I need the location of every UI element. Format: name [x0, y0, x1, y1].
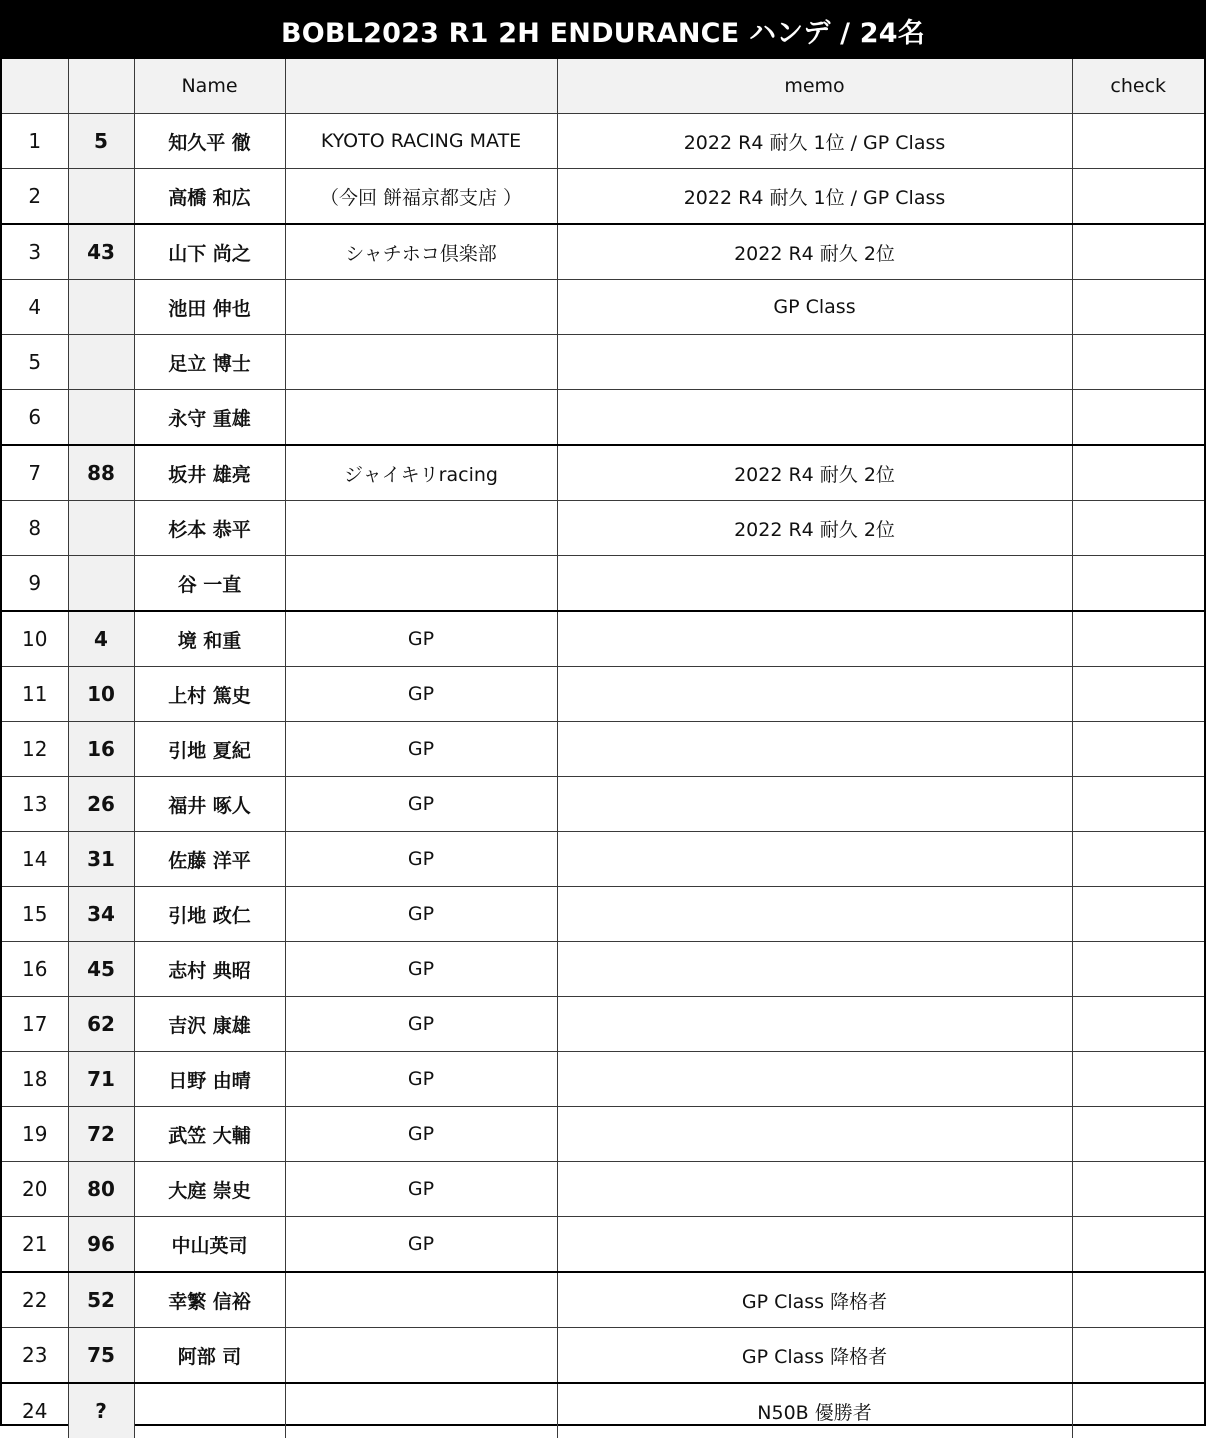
- header-memo: memo: [557, 59, 1072, 114]
- driver-name: 阿部 司: [134, 1328, 285, 1384]
- team-name: （今回 餅福京都支店 ）: [285, 169, 557, 225]
- car-number: 52: [68, 1272, 134, 1328]
- table-row: [2, 1328, 1204, 1384]
- table-row: [2, 1383, 1204, 1438]
- table-row: [2, 556, 1204, 612]
- team-name: KYOTO RACING MATE: [285, 114, 557, 169]
- memo-cell: [557, 722, 1072, 777]
- team-name: GP: [285, 611, 557, 667]
- table-row: [2, 997, 1204, 1052]
- table-row: [2, 611, 1204, 667]
- team-name: GP: [285, 667, 557, 722]
- check-cell: [1072, 224, 1204, 280]
- car-number: 31: [68, 832, 134, 887]
- table-row: [2, 1272, 1204, 1328]
- driver-name: 山下 尚之: [134, 224, 285, 280]
- team-name: [285, 1272, 557, 1328]
- table-row: [2, 722, 1204, 777]
- driver-name: 境 和重: [134, 611, 285, 667]
- row-number: 22: [2, 1272, 68, 1328]
- table-row: [2, 335, 1204, 390]
- row-number: 1: [2, 114, 68, 169]
- row-number: 23: [2, 1328, 68, 1384]
- table-row: [2, 1217, 1204, 1273]
- team-name: [285, 1383, 557, 1438]
- driver-name: 上村 篤史: [134, 667, 285, 722]
- car-number: 43: [68, 224, 134, 280]
- row-number: 21: [2, 1217, 68, 1273]
- driver-name: 吉沢 康雄: [134, 997, 285, 1052]
- row-number: 14: [2, 832, 68, 887]
- car-number: 16: [68, 722, 134, 777]
- team-name: [285, 556, 557, 612]
- team-name: GP: [285, 777, 557, 832]
- driver-name: 幸繁 信裕: [134, 1272, 285, 1328]
- driver-name: 佐藤 洋平: [134, 832, 285, 887]
- check-cell: [1072, 1162, 1204, 1217]
- car-number: [68, 390, 134, 446]
- team-name: [285, 335, 557, 390]
- car-number: ?: [68, 1383, 134, 1438]
- memo-cell: [557, 1162, 1072, 1217]
- memo-cell: [557, 832, 1072, 887]
- table-body: [2, 114, 1204, 1438]
- header-check: check: [1072, 59, 1204, 114]
- driver-name: 福井 啄人: [134, 777, 285, 832]
- row-number: 8: [2, 501, 68, 556]
- driver-name: 谷 一直: [134, 556, 285, 612]
- memo-cell: 2022 R4 耐久 2位: [557, 501, 1072, 556]
- team-name: [285, 280, 557, 335]
- entry-table: [2, 59, 1204, 1438]
- driver-name: 池田 伸也: [134, 280, 285, 335]
- table-row: [2, 224, 1204, 280]
- memo-cell: N50B 優勝者: [557, 1383, 1072, 1438]
- team-name: GP: [285, 1162, 557, 1217]
- check-cell: [1072, 611, 1204, 667]
- row-number: 3: [2, 224, 68, 280]
- check-cell: [1072, 1328, 1204, 1384]
- table-row: [2, 1107, 1204, 1162]
- row-number: 5: [2, 335, 68, 390]
- car-number: 26: [68, 777, 134, 832]
- row-number: 11: [2, 667, 68, 722]
- memo-cell: GP Class 降格者: [557, 1272, 1072, 1328]
- driver-name: 日野 由晴: [134, 1052, 285, 1107]
- table-row: [2, 114, 1204, 169]
- row-number: 18: [2, 1052, 68, 1107]
- check-cell: [1072, 667, 1204, 722]
- team-name: GP: [285, 997, 557, 1052]
- car-number: [68, 169, 134, 225]
- check-cell: [1072, 445, 1204, 501]
- table-row: [2, 445, 1204, 501]
- table-row: [2, 777, 1204, 832]
- check-cell: [1072, 114, 1204, 169]
- check-cell: [1072, 887, 1204, 942]
- team-name: [285, 1328, 557, 1384]
- table-row: [2, 501, 1204, 556]
- row-number: 13: [2, 777, 68, 832]
- team-name: シャチホコ倶楽部: [285, 224, 557, 280]
- memo-cell: 2022 R4 耐久 1位 / GP Class: [557, 114, 1072, 169]
- table-row: [2, 1162, 1204, 1217]
- driver-name: 引地 政仁: [134, 887, 285, 942]
- table-row: [2, 390, 1204, 446]
- team-name: GP: [285, 942, 557, 997]
- table-row: [2, 169, 1204, 225]
- table-row: [2, 942, 1204, 997]
- header-team: [285, 59, 557, 114]
- check-cell: [1072, 390, 1204, 446]
- check-cell: [1072, 1383, 1204, 1438]
- car-number: 72: [68, 1107, 134, 1162]
- team-name: GP: [285, 887, 557, 942]
- check-cell: [1072, 1107, 1204, 1162]
- memo-cell: [557, 390, 1072, 446]
- team-name: GP: [285, 722, 557, 777]
- row-number: 12: [2, 722, 68, 777]
- table-row: [2, 1052, 1204, 1107]
- driver-name: 知久平 徹: [134, 114, 285, 169]
- car-number: 96: [68, 1217, 134, 1273]
- memo-cell: 2022 R4 耐久 2位: [557, 224, 1072, 280]
- header-car-number: [68, 59, 134, 114]
- check-cell: [1072, 280, 1204, 335]
- memo-cell: [557, 777, 1072, 832]
- memo-cell: [557, 887, 1072, 942]
- memo-cell: [557, 942, 1072, 997]
- check-cell: [1072, 1217, 1204, 1273]
- car-number: [68, 501, 134, 556]
- driver-name: 足立 博士: [134, 335, 285, 390]
- car-number: 10: [68, 667, 134, 722]
- memo-cell: [557, 667, 1072, 722]
- car-number: 71: [68, 1052, 134, 1107]
- team-name: GP: [285, 832, 557, 887]
- team-name: GP: [285, 1052, 557, 1107]
- header-name: Name: [134, 59, 285, 114]
- car-number: [68, 280, 134, 335]
- driver-name: 引地 夏紀: [134, 722, 285, 777]
- row-number: 2: [2, 169, 68, 225]
- memo-cell: [557, 1107, 1072, 1162]
- driver-name: 坂井 雄亮: [134, 445, 285, 501]
- driver-name: 中山英司: [134, 1217, 285, 1273]
- car-number: 45: [68, 942, 134, 997]
- memo-cell: GP Class 降格者: [557, 1328, 1072, 1384]
- car-number: [68, 556, 134, 612]
- memo-cell: 2022 R4 耐久 2位: [557, 445, 1072, 501]
- check-cell: [1072, 722, 1204, 777]
- memo-cell: [557, 1052, 1072, 1107]
- driver-name: 永守 重雄: [134, 390, 285, 446]
- team-name: ジャイキリracing: [285, 445, 557, 501]
- memo-cell: GP Class: [557, 280, 1072, 335]
- table-row: [2, 280, 1204, 335]
- car-number: 34: [68, 887, 134, 942]
- car-number: 75: [68, 1328, 134, 1384]
- memo-cell: [557, 997, 1072, 1052]
- car-number: 62: [68, 997, 134, 1052]
- row-number: 19: [2, 1107, 68, 1162]
- memo-cell: [557, 611, 1072, 667]
- check-cell: [1072, 1272, 1204, 1328]
- car-number: 88: [68, 445, 134, 501]
- row-number: 4: [2, 280, 68, 335]
- driver-name: 大庭 崇史: [134, 1162, 285, 1217]
- check-cell: [1072, 777, 1204, 832]
- check-cell: [1072, 169, 1204, 225]
- check-cell: [1072, 501, 1204, 556]
- team-name: GP: [285, 1217, 557, 1273]
- row-number: 20: [2, 1162, 68, 1217]
- table-row: [2, 667, 1204, 722]
- row-number: 16: [2, 942, 68, 997]
- car-number: 4: [68, 611, 134, 667]
- row-number: 15: [2, 887, 68, 942]
- team-name: [285, 501, 557, 556]
- car-number: [68, 335, 134, 390]
- team-name: GP: [285, 1107, 557, 1162]
- memo-cell: [557, 1217, 1072, 1273]
- driver-name: 武笠 大輔: [134, 1107, 285, 1162]
- driver-name: [134, 1383, 285, 1438]
- check-cell: [1072, 1052, 1204, 1107]
- driver-name: 高橋 和広: [134, 169, 285, 225]
- team-name: [285, 390, 557, 446]
- driver-name: 志村 典昭: [134, 942, 285, 997]
- car-number: 5: [68, 114, 134, 169]
- check-cell: [1072, 556, 1204, 612]
- memo-cell: [557, 556, 1072, 612]
- row-number: 10: [2, 611, 68, 667]
- memo-cell: 2022 R4 耐久 1位 / GP Class: [557, 169, 1072, 225]
- memo-cell: [557, 335, 1072, 390]
- table-row: [2, 887, 1204, 942]
- car-number: 80: [68, 1162, 134, 1217]
- check-cell: [1072, 997, 1204, 1052]
- check-cell: [1072, 942, 1204, 997]
- table-header-row: [2, 59, 1204, 114]
- row-number: 9: [2, 556, 68, 612]
- row-number: 7: [2, 445, 68, 501]
- header-number: [2, 59, 68, 114]
- row-number: 17: [2, 997, 68, 1052]
- check-cell: [1072, 335, 1204, 390]
- sheet-title: BOBL2023 R1 2H ENDURANCE ハンデ / 24名: [2, 2, 1204, 59]
- row-number: 6: [2, 390, 68, 446]
- check-cell: [1072, 832, 1204, 887]
- driver-name: 杉本 恭平: [134, 501, 285, 556]
- table-row: [2, 832, 1204, 887]
- row-number: 24: [2, 1383, 68, 1438]
